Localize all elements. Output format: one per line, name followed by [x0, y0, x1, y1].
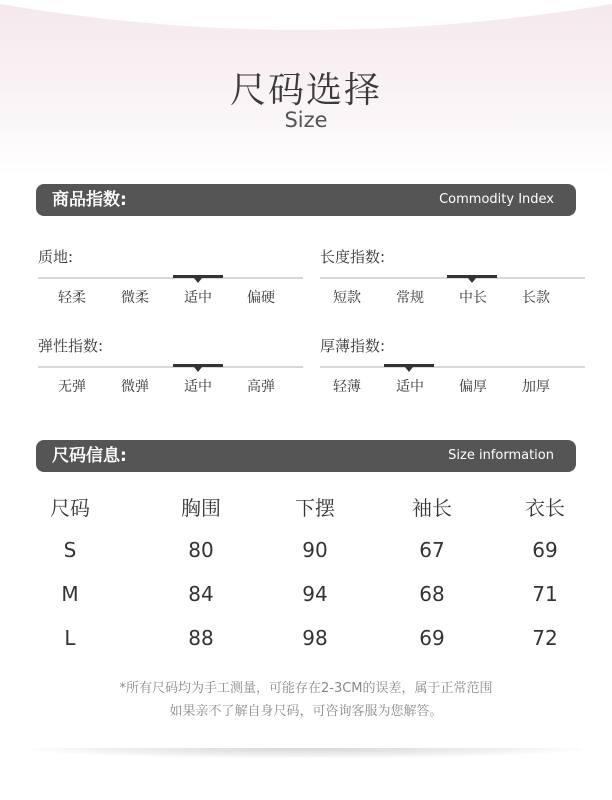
index-option: 长款 [522, 290, 550, 306]
table-cell: 98 [302, 626, 328, 650]
table-cell: 72 [532, 626, 558, 650]
commodity-index-title-en: Commodity Index [439, 192, 554, 207]
index-marker [173, 275, 223, 278]
commodity-index-title: 商品指数: [52, 190, 127, 210]
index-option: 微柔 [121, 290, 149, 306]
table-cell: 69 [532, 538, 558, 562]
index-option: 偏硬 [247, 290, 275, 306]
index-option: 加厚 [522, 379, 550, 395]
table-cell: S [63, 538, 77, 562]
index-option: 高弹 [247, 379, 275, 395]
index-option: 偏厚 [459, 379, 487, 395]
index-label: 厚薄指数: [320, 337, 386, 355]
table-header: 尺码 [50, 496, 90, 520]
index-label: 弹性指数: [38, 337, 104, 355]
table-cell: 80 [188, 538, 214, 562]
table-cell: M [61, 582, 79, 606]
table-cell: 90 [302, 538, 328, 562]
index-marker [173, 364, 223, 367]
service-note: 如果亲不了解自身尺码，可咨询客服为您解答。 [169, 704, 443, 719]
table-header: 下摆 [295, 496, 335, 520]
index-thickness [320, 335, 585, 395]
page-subtitle: Size [284, 108, 328, 132]
size-info-title-en: Size information [448, 448, 554, 463]
index-option: 无弹 [58, 379, 86, 395]
index-length [320, 246, 585, 306]
size-info-title: 尺码信息: [52, 446, 127, 466]
index-option: 轻薄 [333, 379, 361, 395]
index-track [320, 366, 585, 368]
size-info-bar [36, 440, 576, 472]
index-option: 中长 [459, 290, 487, 306]
table-cell: 68 [419, 582, 445, 606]
index-texture [38, 246, 303, 306]
index-label: 长度指数: [320, 248, 386, 266]
measurement-note: *所有尺码均为手工测量，可能存在2-3CM的误差，属于正常范围 [119, 681, 493, 696]
index-option: 适中 [396, 379, 424, 395]
index-track [38, 277, 303, 279]
index-track [38, 366, 303, 368]
index-option: 常规 [396, 290, 424, 306]
table-cell: 69 [419, 626, 445, 650]
index-option: 微弹 [121, 379, 149, 395]
index-label: 质地: [38, 248, 74, 266]
table-cell: 88 [188, 626, 214, 650]
table-cell: 84 [188, 582, 214, 606]
index-option: 轻柔 [58, 290, 86, 306]
commodity-index-bar [36, 184, 576, 216]
table-header: 袖长 [412, 496, 452, 520]
index-marker [447, 275, 497, 278]
index-option: 适中 [184, 379, 212, 395]
curve-decoration [0, 0, 612, 40]
table-cell: 71 [532, 582, 558, 606]
index-marker [384, 364, 434, 367]
index-elasticity [38, 335, 303, 395]
index-option: 短款 [333, 290, 361, 306]
table-header: 胸围 [181, 496, 221, 520]
index-option: 适中 [184, 290, 212, 306]
table-cell: 94 [302, 582, 328, 606]
page-title: 尺码选择 [229, 70, 382, 111]
table-cell: 67 [419, 538, 445, 562]
table-header: 衣长 [525, 496, 565, 520]
bottom-shadow [30, 748, 582, 758]
table-cell: L [64, 626, 76, 650]
